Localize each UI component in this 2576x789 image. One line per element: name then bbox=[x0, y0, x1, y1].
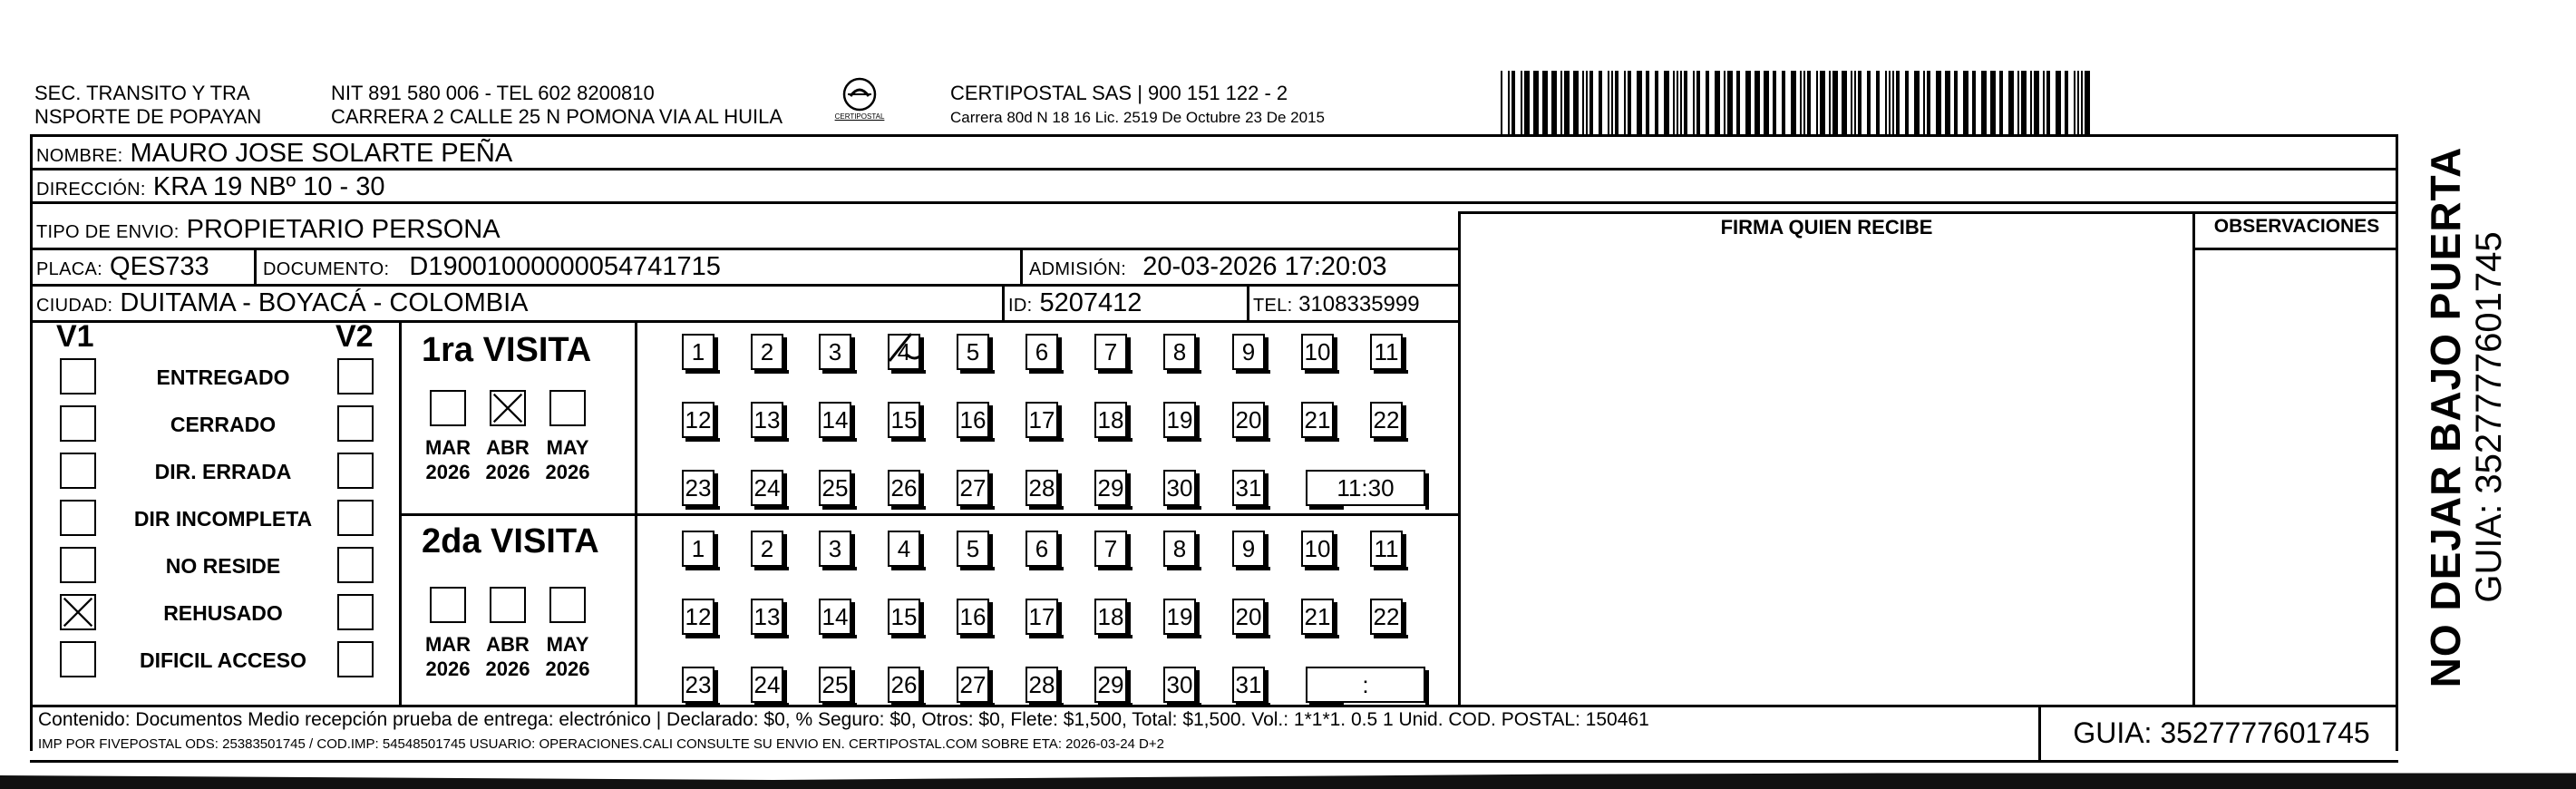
day-box[interactable]: 8 bbox=[1163, 531, 1196, 567]
barcode-bar bbox=[1851, 71, 1852, 136]
barcode-bar bbox=[1832, 71, 1838, 136]
barcode-bar bbox=[1599, 71, 1602, 136]
day-box[interactable]: 2 bbox=[751, 334, 783, 370]
nit-line: NIT 891 580 006 - TEL 602 8200810 bbox=[331, 82, 655, 104]
day-box[interactable]: 14 bbox=[819, 599, 851, 635]
day-box[interactable]: 18 bbox=[1094, 402, 1127, 438]
day-box[interactable]: 20 bbox=[1232, 599, 1265, 635]
barcode-bar bbox=[1680, 71, 1682, 136]
time-box[interactable]: : bbox=[1306, 667, 1425, 703]
month-label: ABR 2026 bbox=[485, 436, 530, 483]
status-reason-label: DIR. ERRADA bbox=[154, 460, 292, 483]
barcode-bar bbox=[1512, 71, 1515, 136]
day-box[interactable]: 14 bbox=[819, 402, 851, 438]
day-box[interactable]: 19 bbox=[1163, 402, 1196, 438]
day-box[interactable]: 6 bbox=[1026, 334, 1058, 370]
tel-field bbox=[1253, 289, 1420, 321]
day-box[interactable]: 12 bbox=[682, 402, 714, 438]
nombre-value: MAURO JOSE SOLARTE PEÑA bbox=[130, 139, 513, 168]
barcode-bar bbox=[2074, 71, 2075, 136]
visit2-title: 2da VISITA bbox=[422, 522, 599, 560]
admision-value: 20-03-2026 17:20:03 bbox=[1142, 252, 1387, 281]
barcode-bar bbox=[1791, 71, 1796, 136]
barcode-bar bbox=[1885, 71, 1887, 136]
barcode-bar bbox=[2065, 71, 2068, 136]
day-box[interactable]: 8 bbox=[1163, 334, 1196, 370]
barcode-bar bbox=[1854, 71, 1856, 136]
barcode-bar bbox=[1706, 71, 1709, 136]
day-box[interactable]: 17 bbox=[1026, 599, 1058, 635]
barcode-bar bbox=[1954, 71, 1958, 136]
barcode-bar bbox=[1646, 71, 1649, 136]
day-box[interactable]: 9 bbox=[1232, 531, 1265, 567]
documento-value: D19001000000054741715 bbox=[409, 252, 721, 281]
day-box[interactable]: 25 bbox=[819, 470, 851, 506]
direccion-value: KRA 19 NBº 10 - 30 bbox=[152, 172, 385, 201]
id-divider bbox=[1002, 284, 1005, 320]
firma-top bbox=[1458, 211, 2398, 214]
barcode-bar bbox=[1896, 71, 1900, 136]
frame-bottom bbox=[30, 760, 2398, 763]
day-box[interactable]: 30 bbox=[1163, 667, 1196, 703]
v1-checkbox[interactable] bbox=[60, 500, 96, 536]
barcode-bar bbox=[1800, 71, 1802, 136]
tel-value: 3108335999 bbox=[1298, 292, 1420, 317]
contenido-line: Contenido: Documentos Medio recepción prueba de entrega: electrónico | Declarado: $0, % Seguro: $0, Otros: $0, Flete: $1,500, Total: $1,500. Vol.: 1*1*1. 0.5 1 Unid. COD. POSTAL: 150461 bbox=[38, 709, 1649, 730]
barcode-bar bbox=[1533, 71, 1539, 136]
sender-line-1: SEC. TRANSITO Y TRA bbox=[34, 82, 250, 104]
barcode-bar bbox=[1664, 71, 1669, 136]
day-box[interactable]: 25 bbox=[819, 667, 851, 703]
logo-wordmark: CERTIPOSTAL bbox=[834, 112, 885, 121]
barcode-bar bbox=[1582, 71, 1584, 136]
barcode-bar bbox=[1677, 71, 1678, 136]
day-box[interactable]: 7 bbox=[1094, 334, 1127, 370]
day-box[interactable]: 5 bbox=[957, 531, 989, 567]
month-label: MAY 2026 bbox=[545, 436, 590, 483]
day-box[interactable]: 5 bbox=[957, 334, 989, 370]
day-box[interactable]: 21 bbox=[1301, 402, 1334, 438]
barcode-bar bbox=[1981, 71, 1987, 136]
barcode-bar bbox=[1673, 71, 1675, 136]
month-checkbox[interactable] bbox=[549, 390, 586, 426]
v1-checkbox[interactable] bbox=[60, 594, 96, 630]
day-box[interactable]: 21 bbox=[1301, 599, 1334, 635]
status-reason-label: DIFICIL ACCESO bbox=[139, 648, 306, 672]
paper-edge bbox=[0, 766, 2576, 789]
barcode-bar bbox=[1999, 71, 2003, 136]
barcode-bar bbox=[1521, 71, 1522, 136]
v1-label: V1 bbox=[56, 319, 94, 354]
barcode-bar bbox=[1914, 71, 1920, 136]
v1-checkbox[interactable] bbox=[60, 405, 96, 442]
sender-line-2: NSPORTE DE POPAYAN bbox=[34, 105, 262, 128]
guia-divider bbox=[2038, 705, 2041, 760]
firma-quien-recibe-label: FIRMA QUIEN RECIBE bbox=[1720, 216, 1933, 239]
nombre-field bbox=[36, 138, 512, 171]
barcode-bar bbox=[1990, 71, 1996, 136]
ciudad-label: CIUDAD: bbox=[36, 296, 113, 316]
side-text bbox=[2403, 146, 2530, 688]
day-box[interactable]: 11 bbox=[1370, 531, 1403, 567]
day-box[interactable]: 23 bbox=[682, 667, 714, 703]
day-box[interactable]: 6 bbox=[1026, 531, 1058, 567]
status-divider bbox=[399, 320, 402, 705]
barcode-bar bbox=[1724, 71, 1725, 136]
day-box[interactable]: 31 bbox=[1232, 470, 1265, 506]
placa-divider bbox=[254, 248, 257, 284]
day-box[interactable]: 16 bbox=[957, 599, 989, 635]
barcode-bar bbox=[1693, 71, 1695, 136]
barcode-bar bbox=[1608, 71, 1609, 136]
barcode-bar bbox=[1889, 71, 1891, 136]
v1-checkbox[interactable] bbox=[60, 547, 96, 583]
documento-label: DOCUMENTO: bbox=[263, 259, 390, 279]
barcode-bar bbox=[1508, 71, 1510, 136]
day-box[interactable]: 20 bbox=[1232, 402, 1265, 438]
month-label: MAR 2026 bbox=[424, 633, 471, 680]
barcode-bar bbox=[1927, 71, 1930, 136]
day-box[interactable]: 10 bbox=[1301, 531, 1334, 567]
time-box[interactable]: 11:30 bbox=[1306, 470, 1425, 506]
v2-checkbox[interactable] bbox=[337, 641, 374, 677]
barcode-bar bbox=[1736, 71, 1740, 136]
barcode-bar bbox=[2046, 71, 2050, 136]
side-guia: GUIA: 3527777601745 bbox=[2469, 231, 2509, 603]
day-box[interactable]: 27 bbox=[957, 667, 989, 703]
v2-checkbox[interactable] bbox=[337, 500, 374, 536]
barcode bbox=[1501, 71, 2099, 136]
tel-label: TEL: bbox=[1253, 296, 1293, 316]
barcode-bar bbox=[2034, 71, 2039, 136]
admision-divider bbox=[1020, 248, 1023, 284]
barcode-bar bbox=[2017, 71, 2019, 136]
frame-top bbox=[30, 134, 2398, 137]
tel-divider bbox=[1247, 284, 1249, 320]
barcode-bar bbox=[2077, 71, 2079, 136]
day-box[interactable]: 17 bbox=[1026, 402, 1058, 438]
visit1-title: 1ra VISITA bbox=[422, 331, 592, 369]
x-mark-icon bbox=[491, 392, 524, 424]
day-box[interactable]: 30 bbox=[1163, 470, 1196, 506]
day-box[interactable]: 7 bbox=[1094, 531, 1127, 567]
documento-field bbox=[263, 251, 721, 285]
day-box[interactable]: 24 bbox=[751, 470, 783, 506]
sender-address: CARRERA 2 CALLE 25 N POMONA VIA AL HUILA bbox=[331, 105, 783, 128]
v2-checkbox[interactable] bbox=[337, 594, 374, 630]
v2-checkbox[interactable] bbox=[337, 547, 374, 583]
barcode-bar bbox=[1524, 71, 1530, 136]
observaciones-area[interactable] bbox=[2195, 250, 2398, 705]
day-box[interactable]: 3 bbox=[819, 531, 851, 567]
barcode-bar bbox=[2008, 71, 2014, 136]
v2-checkbox[interactable] bbox=[337, 358, 374, 394]
barcode-bar bbox=[1867, 71, 1871, 136]
day-box[interactable]: 1 bbox=[682, 531, 714, 567]
day-box[interactable]: 2 bbox=[751, 531, 783, 567]
v2-checkbox[interactable] bbox=[337, 405, 374, 442]
barcode-graphic bbox=[1501, 71, 2099, 136]
status-reason-label: ENTREGADO bbox=[156, 365, 290, 389]
barcode-bar bbox=[1858, 71, 1862, 136]
row-line-2 bbox=[30, 201, 2398, 204]
day-box[interactable]: 22 bbox=[1370, 599, 1403, 635]
barcode-bar bbox=[1820, 71, 1825, 136]
id-field bbox=[1008, 287, 1142, 321]
barcode-bar bbox=[1611, 71, 1613, 136]
month-checkbox[interactable] bbox=[430, 587, 466, 623]
barcode-bar bbox=[1715, 71, 1720, 136]
day-box[interactable]: 26 bbox=[888, 470, 920, 506]
day-box[interactable]: 18 bbox=[1094, 599, 1127, 635]
visit-divider bbox=[399, 513, 1461, 516]
day-box[interactable]: 1 bbox=[682, 334, 714, 370]
nombre-label: NOMBRE: bbox=[36, 146, 123, 166]
barcode-bar bbox=[1972, 71, 1976, 136]
barcode-bar bbox=[1807, 71, 1811, 136]
barcode-bar bbox=[1803, 71, 1805, 136]
barcode-bar bbox=[1551, 71, 1557, 136]
barcode-bar bbox=[1624, 71, 1626, 136]
month-checkbox[interactable] bbox=[490, 390, 526, 426]
barcode-bar bbox=[1963, 71, 1968, 136]
ciudad-field bbox=[36, 287, 529, 321]
barcode-bar bbox=[2085, 71, 2090, 136]
barcode-bar bbox=[1892, 71, 1894, 136]
months-divider bbox=[635, 320, 637, 705]
barcode-bar bbox=[1615, 71, 1619, 136]
day-box[interactable]: 9 bbox=[1232, 334, 1265, 370]
day-box[interactable]: 19 bbox=[1163, 599, 1196, 635]
tipo-envio-value: PROPIETARIO PERSONA bbox=[186, 215, 501, 244]
direccion-label: DIRECCIÓN: bbox=[36, 180, 146, 200]
day-box[interactable]: 29 bbox=[1094, 470, 1127, 506]
id-value: 5207412 bbox=[1039, 288, 1142, 317]
barcode-bar bbox=[2030, 71, 2032, 136]
barcode-bar bbox=[1782, 71, 1785, 136]
ciudad-value: DUITAMA - BOYACÁ - COLOMBIA bbox=[120, 288, 529, 317]
month-checkbox[interactable] bbox=[549, 587, 586, 623]
month-label: MAR 2026 bbox=[424, 436, 471, 483]
placa-value: QES733 bbox=[110, 252, 209, 281]
barcode-bar bbox=[1573, 71, 1579, 136]
footer-line bbox=[30, 705, 2398, 707]
admision-field bbox=[1029, 251, 1387, 285]
barcode-bar bbox=[1829, 71, 1831, 136]
imp-line: IMP POR FIVEPOSTAL ODS: 25383501745 / COD.IMP: 54548501745 USUARIO: OPERACIONES.CALI CONSULTE SU ENVIO EN. CERTIPOSTAL.COM SOBRE ETA: 2026-03-24 D+2 bbox=[38, 736, 1164, 752]
tipo-envio-label: TIPO DE ENVIO: bbox=[36, 222, 180, 242]
barcode-bar bbox=[1745, 71, 1751, 136]
v1-checkbox[interactable] bbox=[60, 453, 96, 489]
barcode-bar bbox=[1501, 71, 1502, 136]
status-reason-label: NO RESIDE bbox=[165, 554, 281, 578]
status-reason-label: REHUSADO bbox=[163, 601, 283, 625]
barcode-bar bbox=[1684, 71, 1687, 136]
guia-box: GUIA: 3527777601745 bbox=[2073, 716, 2370, 749]
barcode-bar bbox=[1945, 71, 1950, 136]
barcode-bar bbox=[1586, 71, 1588, 136]
barcode-bar bbox=[1842, 71, 1847, 136]
barcode-bar bbox=[1655, 71, 1658, 136]
day-box[interactable]: 29 bbox=[1094, 667, 1127, 703]
barcode-bar bbox=[1936, 71, 1941, 136]
day-box[interactable]: 22 bbox=[1370, 402, 1403, 438]
day-box[interactable]: 16 bbox=[957, 402, 989, 438]
placa-label: PLACA: bbox=[36, 259, 102, 279]
signature-area[interactable] bbox=[1461, 248, 2192, 705]
barcode-bar bbox=[1923, 71, 1925, 136]
no-dejar-bajo-puerta: NO DEJAR BAJO PUERTA bbox=[2422, 146, 2469, 688]
status-reason-label: DIR INCOMPLETA bbox=[133, 507, 313, 531]
barcode-bar bbox=[1542, 71, 1548, 136]
day-box[interactable]: 11 bbox=[1370, 334, 1403, 370]
month-label: ABR 2026 bbox=[485, 633, 530, 680]
barcode-bar bbox=[2081, 71, 2083, 136]
handwritten-check-icon bbox=[884, 326, 928, 372]
day-box[interactable]: 10 bbox=[1301, 334, 1334, 370]
barcode-bar bbox=[2021, 71, 2027, 136]
barcode-bar bbox=[1876, 71, 1880, 136]
day-box[interactable]: 13 bbox=[751, 402, 783, 438]
barcode-bar bbox=[1589, 71, 1593, 136]
barcode-bar bbox=[1564, 71, 1570, 136]
barcode-bar bbox=[1560, 71, 1562, 136]
day-box[interactable]: 15 bbox=[888, 599, 920, 635]
barcode-bar bbox=[1755, 71, 1760, 136]
observaciones-label: OBSERVACIONES bbox=[2213, 216, 2380, 237]
x-mark-icon bbox=[62, 596, 94, 628]
v1-checkbox[interactable] bbox=[60, 358, 96, 394]
barcode-bar bbox=[1816, 71, 1818, 136]
barcode-bar bbox=[2043, 71, 2045, 136]
barcode-bar bbox=[1628, 71, 1631, 136]
month-checkbox[interactable] bbox=[490, 587, 526, 623]
status-reason-label: CERRADO bbox=[170, 413, 277, 436]
day-box[interactable]: 28 bbox=[1026, 667, 1058, 703]
day-box[interactable]: 4 bbox=[888, 334, 920, 370]
day-box[interactable]: 31 bbox=[1232, 667, 1265, 703]
day-box[interactable]: 15 bbox=[888, 402, 920, 438]
month-label: MAY 2026 bbox=[545, 633, 590, 680]
day-box[interactable]: 27 bbox=[957, 470, 989, 506]
day-box[interactable]: 26 bbox=[888, 667, 920, 703]
day-box[interactable]: 24 bbox=[751, 667, 783, 703]
barcode-bar bbox=[1727, 71, 1733, 136]
row-line-3 bbox=[30, 248, 1461, 250]
barcode-bar bbox=[1696, 71, 1700, 136]
company-line: CERTIPOSTAL SAS | 900 151 122 - 2 bbox=[950, 82, 1288, 104]
placa-field bbox=[36, 251, 209, 285]
day-box[interactable]: 28 bbox=[1026, 470, 1058, 506]
day-box[interactable]: 13 bbox=[751, 599, 783, 635]
barcode-bar bbox=[1637, 71, 1642, 136]
day-box[interactable]: 23 bbox=[682, 470, 714, 506]
admision-label: ADMISIÓN: bbox=[1029, 259, 1127, 279]
month-checkbox[interactable] bbox=[430, 390, 466, 426]
barcode-bar bbox=[2056, 71, 2061, 136]
certipostal-logo bbox=[834, 74, 885, 127]
barcode-bar bbox=[1764, 71, 1769, 136]
v2-checkbox[interactable] bbox=[337, 453, 374, 489]
license-line: Carrera 80d N 18 16 Lic. 2519 De Octubre 23 De 2015 bbox=[950, 109, 1325, 126]
tipo-envio-field bbox=[36, 214, 501, 248]
day-box[interactable]: 3 bbox=[819, 334, 851, 370]
v1-checkbox[interactable] bbox=[60, 641, 96, 677]
day-box[interactable]: 4 bbox=[888, 531, 920, 567]
barcode-bar bbox=[1905, 71, 1909, 136]
id-label: ID: bbox=[1008, 296, 1033, 316]
day-box[interactable]: 12 bbox=[682, 599, 714, 635]
direccion-field bbox=[36, 171, 384, 205]
barcode-bar bbox=[1773, 71, 1776, 136]
v2-label: V2 bbox=[335, 319, 374, 354]
